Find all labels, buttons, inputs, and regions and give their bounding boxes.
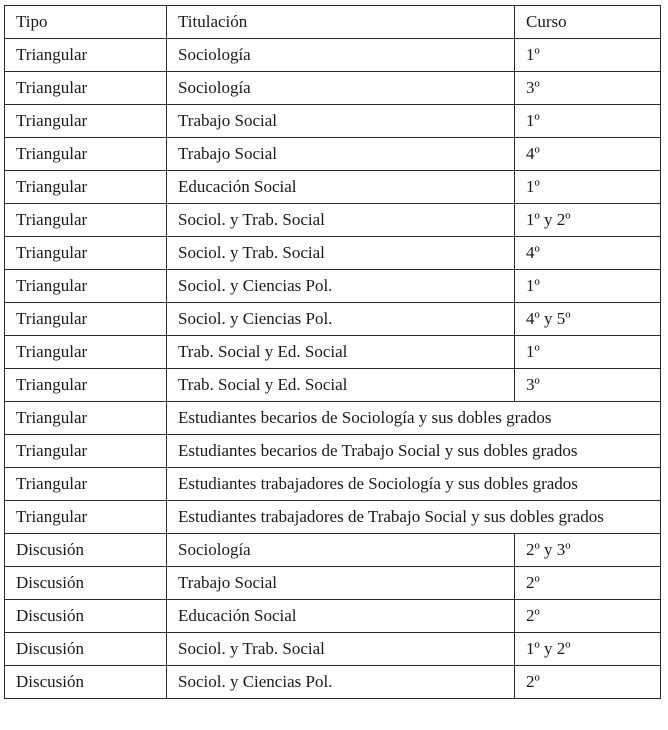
- table-row: [5, 336, 661, 369]
- cell-tipo: Triangular: [5, 369, 167, 402]
- cell-titulacion: Estudiantes becarios de Sociología y sus dobles grados: [167, 402, 661, 435]
- table-row: [5, 171, 661, 204]
- table-row: [5, 534, 661, 567]
- cell-curso: 2º: [515, 600, 661, 633]
- table-row: [5, 138, 661, 171]
- cell-titulacion: Trab. Social y Ed. Social: [167, 369, 515, 402]
- cell-curso: 1º y 2º: [515, 204, 661, 237]
- table-row: [5, 435, 661, 468]
- table-row: [5, 303, 661, 336]
- table-row: [5, 237, 661, 270]
- table-row: [5, 204, 661, 237]
- cell-curso: 3º: [515, 72, 661, 105]
- table-row: [5, 501, 661, 534]
- cell-tipo: Triangular: [5, 435, 167, 468]
- cell-curso: 4º: [515, 237, 661, 270]
- cell-tipo: Triangular: [5, 237, 167, 270]
- cell-curso: 1º: [515, 270, 661, 303]
- cell-titulacion: Estudiantes trabajadores de Sociología y sus dobles grados: [167, 468, 661, 501]
- table-row: [5, 72, 661, 105]
- cell-curso: 1º: [515, 171, 661, 204]
- cell-titulacion: Estudiantes becarios de Trabajo Social y sus dobles grados: [167, 435, 661, 468]
- cell-tipo: Triangular: [5, 501, 167, 534]
- cell-titulacion: Estudiantes trabajadores de Trabajo Social y sus dobles grados: [167, 501, 661, 534]
- cell-tipo: Discusión: [5, 567, 167, 600]
- cell-titulacion: Sociología: [167, 72, 515, 105]
- cell-tipo: Triangular: [5, 171, 167, 204]
- cell-titulacion: Trabajo Social: [167, 105, 515, 138]
- cell-tipo: Triangular: [5, 204, 167, 237]
- cell-curso: 3º: [515, 369, 661, 402]
- cell-titulacion: Sociol. y Trab. Social: [167, 204, 515, 237]
- table-row: [5, 633, 661, 666]
- table-row: [5, 369, 661, 402]
- cell-titulacion: Sociol. y Ciencias Pol.: [167, 303, 515, 336]
- cell-titulacion: Sociol. y Ciencias Pol.: [167, 270, 515, 303]
- cell-tipo: Discusión: [5, 633, 167, 666]
- cell-titulacion: Sociología: [167, 534, 515, 567]
- cell-curso: 2º: [515, 666, 661, 699]
- header-titulacion: Titulación: [167, 6, 515, 39]
- cell-curso: 1º: [515, 105, 661, 138]
- cell-tipo: Triangular: [5, 468, 167, 501]
- cell-titulacion: Trabajo Social: [167, 138, 515, 171]
- cell-tipo: Triangular: [5, 138, 167, 171]
- cell-tipo: Triangular: [5, 270, 167, 303]
- cell-curso: 1º: [515, 39, 661, 72]
- cell-titulacion: Trabajo Social: [167, 567, 515, 600]
- table-row: [5, 270, 661, 303]
- cell-titulacion: Sociol. y Ciencias Pol.: [167, 666, 515, 699]
- cell-tipo: Triangular: [5, 105, 167, 138]
- table-row: [5, 402, 661, 435]
- cell-curso: 2º: [515, 567, 661, 600]
- cell-tipo: Triangular: [5, 336, 167, 369]
- cell-tipo: Discusión: [5, 534, 167, 567]
- cell-curso: 4º y 5º: [515, 303, 661, 336]
- table-row: [5, 105, 661, 138]
- cell-tipo: Triangular: [5, 39, 167, 72]
- table-row: [5, 39, 661, 72]
- cell-titulacion: Educación Social: [167, 600, 515, 633]
- table-row: [5, 600, 661, 633]
- header-curso: Curso: [515, 6, 661, 39]
- cell-tipo: Discusión: [5, 666, 167, 699]
- table-header-row: [5, 6, 661, 39]
- header-tipo: Tipo: [5, 6, 167, 39]
- cell-curso: 2º y 3º: [515, 534, 661, 567]
- cell-tipo: Triangular: [5, 72, 167, 105]
- cell-curso: 4º: [515, 138, 661, 171]
- cell-titulacion: Educación Social: [167, 171, 515, 204]
- groups-table: [4, 5, 661, 699]
- table-row: [5, 567, 661, 600]
- cell-curso: 1º: [515, 336, 661, 369]
- cell-titulacion: Sociología: [167, 39, 515, 72]
- cell-titulacion: Sociol. y Trab. Social: [167, 237, 515, 270]
- cell-titulacion: Sociol. y Trab. Social: [167, 633, 515, 666]
- cell-tipo: Triangular: [5, 402, 167, 435]
- cell-tipo: Discusión: [5, 600, 167, 633]
- cell-titulacion: Trab. Social y Ed. Social: [167, 336, 515, 369]
- cell-curso: 1º y 2º: [515, 633, 661, 666]
- cell-tipo: Triangular: [5, 303, 167, 336]
- table-row: [5, 666, 661, 699]
- table-row: [5, 468, 661, 501]
